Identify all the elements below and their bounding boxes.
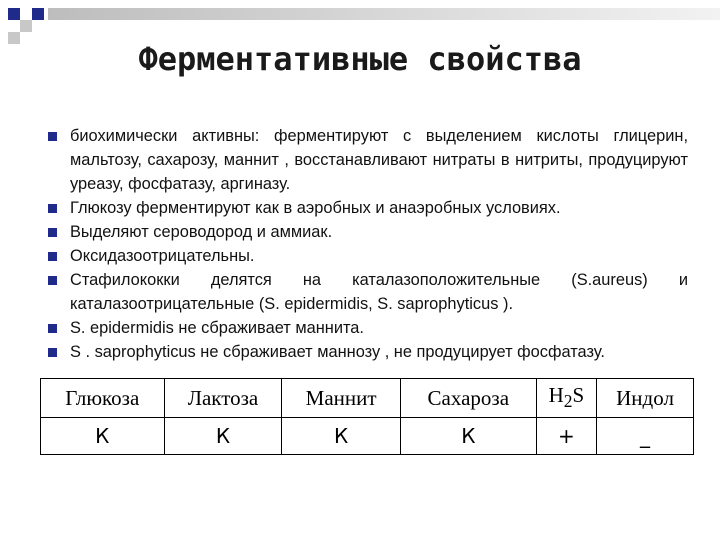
bullet-marker: [48, 276, 57, 285]
header-lactose: Лактоза: [164, 379, 282, 418]
fermentation-table: [40, 378, 694, 455]
list-item: Выделяют сероводород и аммиак.: [48, 220, 688, 244]
bullet-marker: [48, 132, 57, 141]
list-item: Оксидазоотрицательны.: [48, 244, 688, 268]
list-item: S . saprophyticus не сбраживает маннозу , не продуцирует фосфатазу.: [48, 340, 688, 364]
corner-square-dark: [8, 8, 20, 20]
header-h2s: $H_2S$: [536, 379, 596, 418]
cell-lactose: К: [164, 418, 282, 455]
list-item: S. epidermidis не сбраживает маннита.: [48, 316, 688, 340]
table-header-row: [41, 379, 694, 418]
list-item: биохимически активны: ферментируют с выделением кислоты глицерин, мальтозу, сахарозу, маннит , восстанавливают нитраты в нитриты, продуцируют уреазу, фосфатазу, аргиназу.: [48, 124, 688, 196]
bullet-marker: [48, 348, 57, 357]
list-item: Глюкозу ферментируют как в аэробных и анаэробных условиях.: [48, 196, 688, 220]
header-glucose: Глюкоза: [41, 379, 165, 418]
bullet-marker: [48, 252, 57, 261]
cell-mannitol: К: [282, 418, 400, 455]
cell-sucrose: К: [400, 418, 536, 455]
corner-square-dark-2: [32, 8, 44, 20]
header-mannitol: Маннит: [282, 379, 400, 418]
cell-indole: _: [597, 418, 694, 455]
bullet-marker: [48, 324, 57, 333]
cell-glucose: К: [41, 418, 165, 455]
header-sucrose: Сахароза: [400, 379, 536, 418]
list-item: Стафилококки делятся на каталазоположительные (S.aureus) и каталазоотрицательные (S. epidermidis, S. saprophyticus ).: [48, 268, 688, 316]
corner-square-light: [20, 20, 32, 32]
header-bar-gradient: [48, 8, 720, 20]
page-title: Ферментативные свойства: [138, 40, 582, 78]
cell-h2s: +: [536, 418, 596, 455]
bullet-marker: [48, 204, 57, 213]
header-indole: Индол: [597, 379, 694, 418]
table-row: [41, 418, 694, 455]
bullet-marker: [48, 228, 57, 237]
bullet-list: [48, 124, 688, 364]
